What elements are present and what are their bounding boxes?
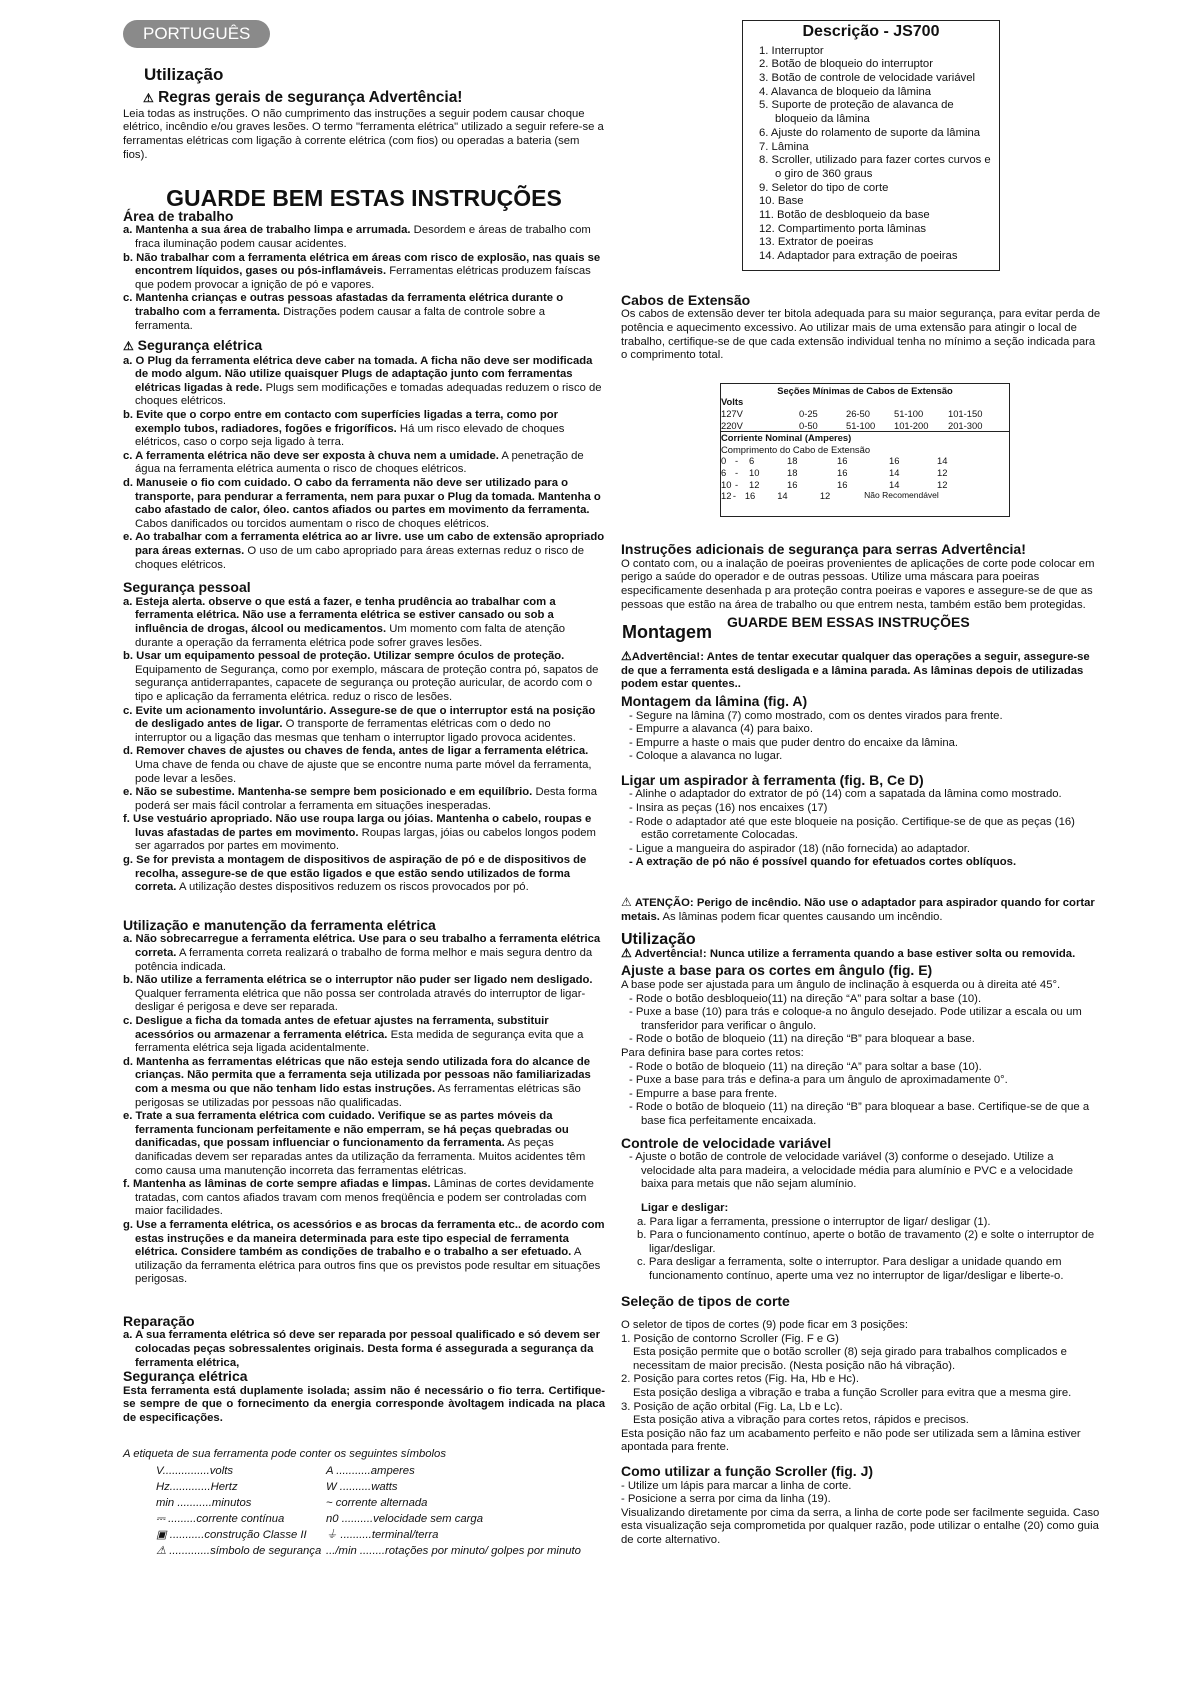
saw-safety-title: Instruções adicionais de segurança para serras Advertência!	[621, 540, 1026, 557]
base-angle-intro: A base pode ser ajustada para um ângulo de inclinação à esquerda ou à direita até 45°.	[621, 979, 1061, 991]
list-item: 14. Adaptador para extração de poeiras	[759, 250, 958, 263]
list-item: - Posicione a serra por cima da linha (19).	[621, 1493, 831, 1506]
usage-title: Utilização	[621, 931, 696, 949]
left-column	[123, 20, 605, 1559]
list-item: 10. Base	[759, 195, 804, 208]
cut-type-list	[621, 1319, 1101, 1455]
cable-row: 12 - 16 14 12 Não Recomendável	[721, 490, 939, 502]
list-item: 11. Botão de desbloqueio da base	[759, 209, 930, 222]
electrical-safety-2-text: Esta ferramenta está duplamente isolada; assim não é necessário o fio terra. Certifique-se sempre de que o fornecimento da energia corresponde àvoltagem indicada na placa de especificações.	[123, 1384, 605, 1425]
list-item: - Puxe a base (10) para trás e coloque-a no ângulo desejado. Pode utilizar a escala ou um transferidor para verificar o ângulo.	[629, 1006, 1082, 1032]
list-item: c. Para desligar a ferramenta, solte o interruptor. Para desligar a unidade quando em funcionamento contínuo, aperte uma vez no interruptor de ligar/desligar e liberte-o.	[637, 1256, 1064, 1282]
volts-220-row: 220V 0-50 51-100 101-200 201-300	[721, 419, 983, 431]
list-item: - Utilize um lápis para marcar a linha de corte.	[621, 1479, 852, 1492]
list-item: 3. Botão de controle de velocidade variável	[759, 72, 976, 84]
assembly-warning: ⚠Advertência!: Antes de tentar executar qualquer das operações a seguir, assegure-se de que a ferramenta está desligada e a lâmina parada. As lâminas depois de utilizadas podem estar quentes..	[621, 649, 1090, 691]
list-item: - Empurre a base para frente.	[629, 1087, 778, 1100]
onoff-list	[629, 1216, 1101, 1284]
symbol-row: Hz.............Hertz W ..........watts	[156, 1481, 398, 1494]
warning-icon: ⚠	[123, 339, 134, 354]
list-item: f. Use vestuário apropriado. Não use roupa larga ou jóias. Mantenha o cabelo, roupas e luvas afastadas de partes em movimento. Roupas largas, jóias ou cabelos longos podem ser agarrados por partes em movimento.	[123, 813, 596, 853]
extension-text: Os cabos de extensão dever ter bitola adequada para su maior segurança, para evitar perda de potência e aquecimento excessivo. Ao utilizar mais de uma extensão para atingir o local de trabalho, certifique-se de que cada extensão individual tenha no mínimo a seção indicada para o comprimento total.	[621, 308, 1101, 362]
language-badge: PORTUGUÊS	[123, 20, 270, 48]
list-item: - Empurre a haste o mais que puder dentro do encaixe da lâmina.	[629, 736, 959, 749]
list-item: Esta posição permite que o botão scroller (8) seja girado para trabalhos complicados e necessitam de maior precisão. (Nesta posição não há vibração).	[633, 1346, 1067, 1372]
list-item: Esta posição ativa a vibração para cortes retos, rápidos e precisos.	[633, 1414, 969, 1427]
warning-icon: ⚠	[621, 895, 632, 910]
warning-icon: ⚠	[621, 945, 632, 960]
right-column	[621, 20, 1101, 1548]
symbols-intro: A etiqueta de sua ferramenta pode conter os seguintes símbolos	[123, 1447, 446, 1460]
list-item: b. Evite que o corpo entre em contacto com superfícies ligadas a terra, como por exemplo tubos, radiadores, fogões e frigoríficos. Há um risco elevado de choques elétricos, caso o corpo seja ligado à terra.	[123, 409, 565, 449]
list-item: d. Remover chaves de ajustes ou chaves de fenda, antes de ligar a ferramenta elétrica. Uma chave de fenda ou chave de ajuste que se encontre numa parte móvel da ferramenta, pode levar a lesões.	[123, 745, 592, 785]
list-item: - Rode o botão de bloqueio (11) na direção “A” para soltar a base (10).	[629, 1060, 982, 1073]
list-item: c. A ferramenta elétrica não deve ser exposta à chuva nem a umidade. A penetração de água na ferramenta elétrica aumenta o risco de choques elétricos.	[123, 449, 584, 476]
personal-safety-title: Segurança pessoal	[123, 579, 251, 596]
repair-title: Reparação	[123, 1312, 195, 1329]
list-item: 2. Posição para cortes retos (Fig. Ha, Hb e Hc).	[621, 1373, 859, 1386]
list-item: Esta posição desliga a vibração e traba a função Scroller para evitra que a mesma gire.	[633, 1387, 1072, 1400]
list-item: 9. Seletor do tipo de corte	[759, 181, 889, 194]
usage-warning: ⚠ Advertência!: Nunca utilize a ferramenta quando a base estiver solta ou removida.	[621, 945, 1076, 960]
list-item: a. Esteja alerta. observe o que está a fazer, e tenha prudência ao trabalhar com a ferramenta elétrica. Não use a ferramenta elétrica se estiver cansado ou sob a influência de drogas, álcool ou medicamentos. Um momento com falta de atenção durante a operação da ferramenta elétrica pode sofrer graves lesões.	[123, 595, 566, 649]
vacuum-list	[621, 788, 1101, 856]
cable-row: 0 - 6 18 16 16 14	[721, 455, 948, 467]
speed-title: Controle de velocidade variável	[621, 1134, 832, 1151]
list-item: - Rode o adaptador até que este bloqueie na posição. Certifique-se de que as peças (16) estão corretamente Colocadas.	[629, 815, 1075, 842]
electrical-safety-2-title: Segurança elétrica	[123, 1368, 248, 1385]
list-item: g. Use a ferramenta elétrica, os acessórios e as brocas da ferramenta etc.. de acordo com estas instruções e da maneira determinada para este tipo especial de ferramenta elétrica. Considere também as condições de trabalho e o trabalho a ser efetuado. A utilização da ferramenta elétrica para outros fins que os previstos pode resultar em situações perigosas.	[123, 1218, 605, 1286]
cable-table	[720, 383, 1010, 517]
list-item: f. Mantenha as lâminas de corte sempre afiadas e limpas. Lâminas de cortes devidamente tratadas, com cantos afiados travam com menos freqüência e podem ser controladas com maior facilidades.	[123, 1178, 594, 1218]
cut-type-title: Seleção de tipos de corte	[621, 1293, 790, 1310]
list-item: 12. Compartimento porta lâminas	[759, 222, 927, 235]
list-item: 2. Botão de bloqueio do interruptor	[759, 58, 933, 71]
list-item: Esta posição não faz um acabamento perfeito e não pode ser utilizada sem a lâmina estiver apontada para frente.	[621, 1427, 1081, 1454]
list-item: 5. Suporte de proteção de alavanca de bloqueio da lâmina	[759, 99, 954, 126]
list-item: c. Mantenha crianças e outras pessoas afastadas da ferramenta elétrica durante o trabalho com a ferramenta. Distrações podem causar a falta de controle sobre a ferramenta.	[123, 292, 564, 332]
volts-label: Volts	[721, 396, 744, 408]
blade-list	[621, 710, 1101, 764]
cable-rows	[721, 455, 1009, 501]
cable-table-title: Seções Mínimas de Cabos de Extensão	[777, 384, 953, 396]
general-rules-text: Leia todas as instruções. O não cumprimento das instruções a seguir podem causar choque elétrico, incêndio e/ou graves lesões. O termo "ferramenta elétrica" utilizado a seguir refere-se a ferramentas elétricas com ligação à corrente elétrica (com fios) ou operadas a bateria (sem fios).	[123, 107, 604, 161]
list-item: c. Evite um acionamento involuntário. Assegure-se de que o interruptor está na posição de desligado antes de ligar. O transporte de ferramentas elétricas com o dedo no interruptor ou a ligação das mesmas que tenham o interruptor ligado provoca acidentes.	[123, 704, 596, 744]
list-item: - Ligue a mangueira do aspirador (18) (não fornecida) ao adaptador.	[629, 842, 971, 855]
vacuum-note: - A extração de pó não é possível quando for efetuados cortes oblíquos.	[629, 856, 1017, 869]
description-box	[742, 20, 1000, 271]
amp-label: Corriente Nominal (Amperes)	[721, 431, 1009, 444]
cable-row: 6 - 10 18 16 14 12	[721, 466, 948, 478]
blade-title: Montagem da lâmina (fig. A)	[621, 692, 808, 709]
warning-icon: ⚠	[621, 649, 632, 664]
list-item: g. Se for prevista a montagem de dispositivos de aspiração de pó e de dispositivos de recolha, assegure-se de que estão ligados e que estão sendo utilizados de forma correta. A utilização destes dispositivos reduzem os riscos provocados por pó.	[123, 854, 587, 894]
list-item: 8. Scroller, utilizado para fazer cortes curvos e o giro de 360 graus	[759, 154, 991, 180]
assembly-title: Montagem	[622, 622, 712, 643]
list-item: - Rode o botão de bloqueio (11) na direção “B” para bloquear a base.	[629, 1033, 975, 1046]
saw-safety-text: O contato com, ou a inalação de poeiras provenientes de aplicações de corte pode colocar em perigo a saúde do operador e de outras pessoas. Utilize uma máscara para poeiras especificamente desenhada p ara proteção contra poeiras e vapores e assegure-se de que as pessoas que estão na área de trabalho ou que entrem nesta, também estão bem protegidas.	[621, 557, 1095, 611]
list-item: b. Não trabalhar com a ferramenta elétrica em áreas com risco de explosão, nas quais se encontrem líquidos, gases ou pós-inflamáveis. Ferramentas elétricas produzem faíscas que podem provocar a ignição de pó e vapores.	[123, 251, 601, 291]
symbol-row: ⎓ .........corrente contínua n0 ..........velocidade sem carga	[156, 1513, 483, 1526]
list-item: - Segure na lâmina (7) como mostrado, com os dentes virados para frente.	[629, 709, 1003, 722]
list-item: b. Para o funcionamento contínuo, aperte o botão de travamento (2) e solte o interruptor de ligar/desligar.	[637, 1229, 1095, 1255]
list-item: e. Ao trabalhar com a ferramenta elétrica ao ar livre. use um cabo de extensão apropriado para áreas externas. O uso de um cabo apropriado para áreas externas reduz o risco de choques elétricos.	[123, 531, 605, 571]
speed-text: - Ajuste o botão de controle de velocidade variável (3) conforme o desejado. Utilize a velocidade alta para madeira, a velocidade média para alumínio e PVC e a velocidade baixa para metais que não sejam alumínio.	[629, 1151, 1074, 1191]
list-item: - Empurre a alavanca (4) para baixo.	[629, 723, 813, 736]
list-item: 4. Alavanca de bloqueio da lâmina	[759, 85, 932, 98]
base-angle-title: Ajuste a base para os cortes em ângulo (fig. E)	[621, 962, 933, 979]
list-item: 3. Posição de ação orbital (Fig. La, Lb e Lc).	[621, 1400, 843, 1413]
list-item: - Insira as peças (16) nos encaixes (17)	[629, 802, 828, 815]
work-area-title: Área de trabalho	[123, 207, 234, 224]
general-rules-title: ⚠ Regras gerais de segurança Advertência!	[143, 89, 463, 107]
cable-row: 10 - 12 16 16 14 12	[721, 478, 948, 490]
list-item: 1. Interruptor	[759, 44, 824, 57]
length-label: Comprimento do Cabo de Extensão	[721, 443, 871, 455]
base-angle-list	[621, 993, 1101, 1047]
repair-text: a. A sua ferramenta elétrica só deve ser reparada por pessoal qualificado e só devem ser colocadas peças sobressalentes originais. Desta forma é assegurada a segurança da ferramenta elétrica,	[123, 1329, 600, 1369]
list-item: a. O Plug da ferramenta elétrica deve caber na tomada. A ficha não deve ser modificada de modo algum. Não utilize quaisquer Plugs de adaptação junto com ferramentas elétricas ligadas à rede. Plugs sem modificações e tomadas adequadas reduzem o risco de choques elétricos.	[123, 354, 602, 408]
description-list	[751, 45, 991, 264]
list-item: a. Para ligar a ferramenta, pressione o interruptor de ligar/ desligar (1).	[637, 1215, 991, 1228]
fire-warning: ⚠ ATENÇÃO: Perigo de incêndio. Não use o adaptador para aspirador quando for cortar metais. As lâminas podem ficar quentes causando um incêndio.	[621, 895, 1095, 923]
onoff-title: Ligar e desligar:	[641, 1201, 729, 1214]
list-item: 13. Extrator de poeiras	[759, 236, 874, 249]
work-area-list	[123, 224, 605, 333]
list-item: b. Não utilize a ferramenta elétrica se o interruptor não puder ser ligado nem desligado. Qualquer ferramenta elétrica que não possa ser controlada através do interruptor de ligar-desligar é perigosa e deve ser reparada.	[123, 974, 593, 1014]
symbol-row: ⚠ .............símbolo de segurança .../min ........rotações por minuto/ golpes por minuto	[156, 1545, 581, 1558]
base-straight-list	[621, 1061, 1101, 1129]
scroller-list	[621, 1480, 1101, 1548]
electrical-safety-title: ⚠ Segurança elétrica	[123, 337, 263, 354]
list-item: - Rode o botão de bloqueio (11) na direção “B” para bloquear a base. Certifique-se de que a base fica perfeitamente encaixada.	[629, 1101, 1090, 1127]
list-item: e. Trate a sua ferramenta elétrica com cuidado. Verifique se as partes móveis da ferramenta funcionam perfeitamente e não emperram, se há peças quebradas ou danificadas, que possam influenciar o funcionamento da ferramenta. As peças danificadas devem ser reparadas antes da utilização da ferramenta. Muitos acidentes têm como causa uma manutenção incorreta das ferramentas elétricas.	[123, 1110, 586, 1177]
list-item: a. Não sobrecarregue a ferramenta elétrica. Use para o seu trabalho a ferramenta elétrica correta. A ferramenta correta realizará o trabalho de forma melhor e mais segura dentro da potência indicada.	[123, 933, 601, 973]
keep-instructions-heading-2: GUARDE BEM ESSAS INSTRUÇÕES	[727, 614, 970, 631]
personal-safety-list	[123, 596, 605, 895]
list-item: e. Não se subestime. Mantenha-se sempre bem posicionado e em equilíbrio. Desta forma poderá ser mais fácil controlar a ferramenta em situações inesperadas.	[123, 786, 597, 812]
list-item: 7. Lâmina	[759, 140, 809, 153]
list-item: d. Mantenha as ferramentas elétricas que não esteja sendo utilizada fora do alcance de crianças. Não permita que a ferramenta seja utilizada por pessoas não familiarizadas com a mesma ou que não tenham lido estas instruções. As ferramentas elétricas são perigosas se utilizadas por pessoas não qualificadas.	[123, 1055, 591, 1109]
scroller-title: Como utilizar a função Scroller (fig. J)	[621, 1463, 874, 1479]
list-item: d. Manuseie o fio com cuidado. O cabo da ferramenta não deve ser utilizado para o transporte, para pendurar a ferramenta, nem para puxar o Plug da tomada. Mantenha o cabo afastado de calor, óleo. cantos afiados ou partes em movimento da ferramenta. Cabos danificados ou torcidos aumentam o risco de choques elétricos.	[123, 477, 601, 530]
list-item: - Rode o botão desbloqueio(11) na direção “A” para soltar a base (10).	[629, 992, 982, 1005]
symbols-table	[123, 1463, 605, 1559]
extension-title: Cabos de Extensão	[621, 291, 751, 308]
list-item: a. Mantenha a sua área de trabalho limpa e arrumada. Desordem e áreas de trabalho com fraca iluminação podem causar acidentes.	[123, 224, 591, 250]
list-item: 1. Posição de contorno Scroller (Fig. F e G)	[621, 1332, 839, 1345]
list-item: c. Desligue a ficha da tomada antes de efetuar ajustes na ferramenta, substituir acessórios ou armazenar a ferramenta elétrica. Esta medida de segurança evita que a ferramenta elétrica seja ligada acidentalmente.	[123, 1015, 584, 1055]
warning-icon: ⚠	[143, 91, 154, 106]
list-item: - Alinhe o adaptador do extrator de pó (14) com a sapatada da lâmina como mostrado.	[629, 788, 1062, 801]
symbol-row: min ...........minutos ~ corrente alternada	[156, 1497, 428, 1510]
list-item: - Coloque a alavanca no lugar.	[629, 750, 783, 763]
symbol-row: V...............volts A ...........amperes	[156, 1465, 415, 1478]
maintenance-title: Utilização e manutenção da ferramenta elétrica	[123, 916, 436, 933]
list-item: b. Usar um equipamento pessoal de proteção. Utilizar sempre óculos de proteção. Equipamento de Segurança, como por exemplo, máscara de proteção contra pó, sapatos de segurança antiderrapantes, capacete de segurança ou proteção auricular, de acordo com o tipo e aplicação da ferramenta elétrica. reduz o risco de lesões.	[123, 650, 599, 703]
list-item: Visualizando diretamente por cima da serra, a linha de corte pode ser facilmente seguida. Caso esta visualização seja comprometida por qualquer razão, pode utilizar o entalhe (20) como guia de corte alternativo.	[621, 1506, 1100, 1546]
symbol-row: ▣ ...........construção Classe II ⏚ ..........terminal/terra	[156, 1529, 439, 1542]
electrical-safety-list	[123, 355, 605, 573]
volts-127-row: 127V 0-25 26-50 51-100 101-150	[721, 408, 983, 419]
assembly-header	[621, 616, 1101, 650]
keep-instructions-heading: GUARDE BEM ESTAS INSTRUÇÕES	[166, 185, 562, 212]
base-straight-intro: Para definira base para cortes retos:	[621, 1046, 804, 1059]
vacuum-title: Ligar um aspirador à ferramenta (fig. B, Ce D)	[621, 771, 924, 788]
maintenance-list	[123, 933, 605, 1286]
list-item: - Puxe a base para trás e defina-a para um ângulo de aproximadamente 0°.	[629, 1074, 1008, 1087]
section-title-use: Utilização	[144, 64, 224, 84]
description-title: Descrição - JS700	[802, 23, 940, 40]
list-item: O seletor de tipos de cortes (9) pode ficar em 3 posições:	[621, 1319, 908, 1332]
list-item: 6. Ajuste do rolamento de suporte da lâmina	[759, 126, 981, 139]
